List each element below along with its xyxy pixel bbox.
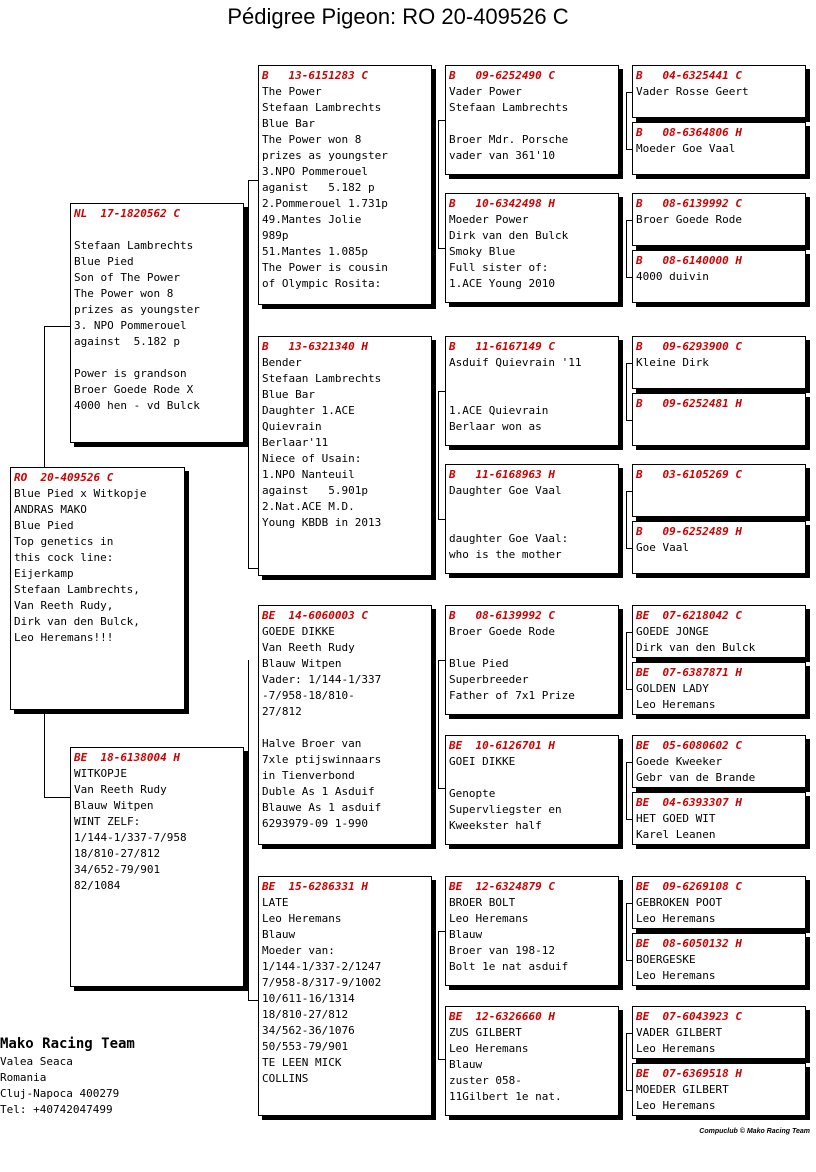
team-name: Mako Racing Team [0, 1036, 135, 1052]
pigeon-info-line: MOEDER GILBERT [636, 1083, 729, 1096]
pigeon-info-line: ANDRAS MAKO [14, 503, 87, 516]
gen5-card [632, 876, 806, 929]
gen5-card [632, 662, 806, 715]
pigeon-info-line: ZUS GILBERT [449, 1026, 522, 1039]
connector-line [438, 931, 445, 932]
pigeon-info-line: Broer Goede Rode [449, 625, 555, 638]
pigeon-info-line: Niece of Usain: [262, 452, 362, 465]
pigeon-info-line: Kweekster half [449, 819, 542, 832]
ring-number: BE 15-6286331 H [262, 880, 368, 893]
connector-line [626, 363, 632, 364]
connector-line [626, 819, 632, 820]
connector-line [626, 220, 627, 277]
gen5-card [632, 65, 806, 118]
pigeon-info-line: 7xle ptijswinnaars [262, 753, 382, 766]
pigeon-info-line: 1.NPO Nanteuil [262, 468, 355, 481]
connector-line [626, 420, 632, 421]
pigeon-info-line: Blauw [262, 928, 296, 941]
address-line: Tel: +40742047499 [0, 1103, 113, 1116]
pigeon-info-line: Van Reeth Rudy [74, 783, 167, 796]
ring-number: RO 20-409526 C [14, 471, 114, 484]
pigeon-info-line: Stefaan Lambrechts [74, 239, 194, 252]
pigeon-info-line: Asduif Quievrain '11 [449, 356, 582, 369]
connector-line [626, 903, 627, 960]
pigeon-info-line: Stefaan Lambrechts [449, 101, 569, 114]
ring-number: B 13-6151283 C [262, 69, 368, 82]
connector-line [438, 660, 445, 661]
pigeon-info-line: Genopte [449, 787, 496, 800]
connector-line [626, 491, 627, 548]
pigeon-info-line: Broer Mdr. Porsche [449, 133, 569, 146]
pigeon-info-line: Gebr van de Brande [636, 771, 756, 784]
dam-card [70, 747, 244, 987]
ring-number: BE 12-6324879 C [449, 880, 555, 893]
pigeon-info-line: Leo Heremans [262, 912, 342, 925]
pigeon-info-line: Eijerkamp [14, 567, 74, 580]
connector-line [626, 92, 627, 149]
pigeon-info-line: 1/144-1/337-2/1247 [262, 960, 382, 973]
gen4-card [445, 336, 619, 446]
connector-line [626, 277, 632, 278]
pigeon-info-line: Vader: 1/144-1/337 [262, 673, 382, 686]
gen3-card [258, 876, 432, 1116]
pigeon-info-line: Young KBDB in 2013 [262, 516, 382, 529]
ring-number: BE 08-6050132 H [636, 937, 742, 950]
pigeon-info-line: this cock line: [14, 551, 114, 564]
pigeon-info-line: Broer van 198-12 [449, 944, 555, 957]
connector-line [248, 568, 258, 569]
connector-line [626, 762, 627, 819]
pigeon-info-line: Blue Bar [262, 117, 315, 130]
pigeon-info-line: of Olympic Rosita: [262, 277, 382, 290]
pigeon-info-line: Duble As 1 Asduif [262, 785, 375, 798]
pigeon-info-line: Leo Heremans [636, 1042, 716, 1055]
pigeon-info-line [449, 770, 614, 786]
pigeon-info-line: Dirk van den Bulck [636, 641, 756, 654]
pigeon-info-line: Leo Heremans [636, 1099, 716, 1112]
ring-number: B 13-6321340 H [262, 340, 368, 353]
pigeon-info-line: Son of The Power [74, 271, 180, 284]
ring-number: B 08-6139992 C [449, 609, 555, 622]
pigeon-info-line: Stefaan Lambrechts, [14, 583, 140, 596]
connector-line [626, 92, 632, 93]
pigeon-info-line: 82/1084 [74, 879, 121, 892]
connector-line [248, 180, 249, 568]
pigeon-info-line [74, 350, 239, 366]
pigeon-info-line: Daughter 1.ACE [262, 404, 355, 417]
pigeon-info-line: 2.Nat.ACE M.D. [262, 500, 355, 513]
pigeon-info-line: 4000 hen - vd Bulck [74, 399, 200, 412]
pigeon-info-line: Kleine Dirk [636, 356, 709, 369]
connector-line [626, 1033, 632, 1034]
ring-number: BE 07-6369518 H [636, 1067, 742, 1080]
gen5-card [632, 464, 806, 517]
connector-line [626, 149, 632, 150]
connector-line [626, 363, 627, 420]
connector-line [438, 120, 445, 121]
pigeon-info-line: in Tienverbond [262, 769, 355, 782]
connector-line [626, 1033, 627, 1090]
pigeon-info-line: VADER GILBERT [636, 1026, 723, 1039]
pigeon-info-line: Leo Heremans [449, 1042, 529, 1055]
ring-number: B 10-6342498 H [449, 197, 555, 210]
connector-line [44, 710, 45, 798]
pigeon-info-line: Blue Bar [262, 388, 315, 401]
pigeon-info-line: The Power is cousin [262, 261, 388, 274]
pigeon-info-line: Halve Broer van [262, 737, 362, 750]
connector-line [438, 931, 439, 1059]
pigeon-info-line: Smoky Blue [449, 245, 516, 258]
pigeon-info-line: 51.Mantes 1.085p [262, 245, 368, 258]
pigeon-info-line: Berlaar won as [449, 420, 542, 433]
connector-line [626, 632, 627, 689]
pigeon-info-line: Moeder Power [449, 213, 529, 226]
ring-number: B 08-6364806 H [636, 126, 742, 139]
gen5-card [632, 1063, 806, 1116]
gen5-card [632, 521, 806, 574]
pigeon-info-line: 3.NPO Pommerouel [262, 165, 368, 178]
pigeon-info-line: Leo Heremans!!! [14, 631, 114, 644]
address-line: Romania [0, 1071, 47, 1084]
ring-number: B 08-6139992 C [636, 197, 742, 210]
pigeon-info-line: 2.Pommerouel 1.731p [262, 197, 388, 210]
pigeon-info-line: Van Reeth Rudy, [14, 599, 114, 612]
address-line: Valea Seaca [0, 1055, 73, 1068]
pigeon-info-line: aganist 5.182 p [262, 181, 375, 194]
ring-number: B 03-6105269 C [636, 468, 742, 481]
connector-line [248, 180, 258, 181]
ring-number: BE 14-6060003 C [262, 609, 368, 622]
connector-line [44, 326, 45, 468]
pigeon-info-line: -7/958-18/810- [262, 689, 355, 702]
ring-number: B 09-6252489 H [636, 525, 742, 538]
connector-line [438, 391, 439, 519]
ring-number: BE 05-6080602 C [636, 739, 742, 752]
pigeon-info-line: HET GOED WIT [636, 812, 716, 825]
pigeon-info-line: Moeder Goe Vaal [636, 142, 736, 155]
ring-number: B 04-6325441 C [636, 69, 742, 82]
pigeon-info-line: GOEDE JONGE [636, 625, 709, 638]
pigeon-info-line: GOEI DIKKE [449, 755, 516, 768]
pigeon-info-line: Dirk van den Bulck [449, 229, 569, 242]
gen5-card [632, 336, 806, 389]
connector-line [438, 120, 439, 248]
credit-text: Compuclub © Mako Racing Team [699, 1128, 810, 1135]
connector-line [626, 762, 632, 763]
pigeon-info-line: Blue Pied [449, 657, 509, 670]
pigeon-info-line: WINT ZELF: [74, 815, 141, 828]
pigeon-info-line: 11Gilbert 1e nat. [449, 1090, 562, 1103]
pigeon-info-line: Bolt 1e nat asduif [449, 960, 569, 973]
ring-number: B 09-6252490 C [449, 69, 555, 82]
pigeon-info-line: 18/810-27/812 [262, 1008, 349, 1021]
gen5-card [632, 792, 806, 845]
pigeon-info-line [636, 412, 801, 428]
connector-line [626, 960, 632, 961]
pigeon-info-line: Leo Heremans [636, 969, 716, 982]
gen5-card [632, 393, 806, 446]
gen4-card [445, 464, 619, 574]
connector-line [438, 248, 445, 249]
page-title: Pédigree Pigeon: RO 20-409526 C [227, 4, 569, 29]
pigeon-info-line [636, 483, 801, 499]
pigeon-info-line: zuster 058- [449, 1074, 522, 1087]
pigeon-info-line: Moeder van: [262, 944, 335, 957]
pigeon-info-line [449, 499, 614, 515]
ring-number: NL 17-1820562 C [74, 207, 180, 220]
ring-number: BE 18-6138004 H [74, 751, 180, 764]
pigeon-info-line: Blauw Witpen [74, 799, 154, 812]
gen4-card [445, 735, 619, 845]
ring-number: B 11-6167149 C [449, 340, 555, 353]
pigeon-info-line: The Power won 8 [74, 287, 174, 300]
connector-line [626, 632, 632, 633]
pigeon-info-line: Superbreeder [449, 673, 529, 686]
pigeon-info-line: Father of 7x1 Prize [449, 689, 575, 702]
gen4-card [445, 605, 619, 715]
pigeon-info-line: Blauw Witpen [262, 657, 342, 670]
connector-line [248, 660, 249, 1000]
pigeon-info-line: GEBROKEN POOT [636, 896, 723, 909]
connector-line [626, 903, 632, 904]
pigeon-info-line: Power is grandson [74, 367, 187, 380]
pigeon-info-line: 10/611-16/1314 [262, 992, 355, 1005]
pigeon-info-line: Broer Goede Rode X [74, 383, 194, 396]
pigeon-info-line: Van Reeth Rudy [262, 641, 355, 654]
ring-number: BE 10-6126701 H [449, 739, 555, 752]
pigeon-info-line: Karel Leanen [636, 828, 716, 841]
gen3-card [258, 65, 432, 305]
gen5-card [632, 735, 806, 788]
pigeon-info-line: Blue Pied x Witkopje [14, 487, 147, 500]
pigeon-info-line: 34/652-79/901 [74, 863, 161, 876]
pigeon-info-line: Top genetics in [14, 535, 114, 548]
pigeon-info-line: who is the mother [449, 548, 562, 561]
pigeon-info-line: Goede Kweeker [636, 755, 723, 768]
sire-card [70, 203, 244, 443]
gen5-card [632, 250, 806, 303]
pigeon-info-line: Full sister of: [449, 261, 549, 274]
gen4-card [445, 193, 619, 303]
pigeon-info-line: 49.Mantes Jolie [262, 213, 362, 226]
pigeon-info-line: GOLDEN LADY [636, 682, 709, 695]
connector-line [626, 1090, 632, 1091]
gen5-card [632, 122, 806, 175]
pigeon-info-line: Dirk van den Bulck, [14, 615, 140, 628]
pigeon-info-line: 3. NPO Pommerouel [74, 319, 187, 332]
pigeon-info-line: Daughter Goe Vaal [449, 484, 562, 497]
gen5-card [632, 605, 806, 658]
connector-line [248, 1000, 258, 1001]
connector-line [626, 548, 632, 549]
pigeon-info-line: Blauw [449, 1058, 483, 1071]
pigeon-info-line: 34/562-36/1076 [262, 1024, 355, 1037]
connector-line [626, 491, 632, 492]
connector-line [438, 1059, 445, 1060]
connector-line [44, 797, 70, 798]
address-line: Cluj-Napoca 400279 [0, 1087, 120, 1100]
pigeon-info-line: daughter Goe Vaal: [449, 532, 569, 545]
pigeon-info-line: Blauwe As 1 asduif [262, 801, 382, 814]
pigeon-info-line: BROER BOLT [449, 896, 516, 909]
connector-line [626, 220, 632, 221]
pigeon-info-line: Blue Pied [14, 519, 74, 532]
pigeon-info-line: Bender [262, 356, 302, 369]
pigeon-info-line [449, 387, 614, 403]
pigeon-info-line: Leo Heremans [449, 912, 529, 925]
pigeon-info-line: Blauw [449, 928, 483, 941]
pigeon-info-line: The Power [262, 85, 322, 98]
pigeon-info-line: 50/553-79/901 [262, 1040, 349, 1053]
gen3-card [258, 336, 432, 576]
ring-number: BE 09-6269108 C [636, 880, 742, 893]
pigeon-info-line: WITKOPJE [74, 767, 127, 780]
ring-number: B 09-6293900 C [636, 340, 742, 353]
gen3-card [258, 605, 432, 845]
pigeon-info-line: TE LEEN MICK [262, 1056, 342, 1069]
connector-line [438, 660, 439, 788]
pigeon-info-line: 27/812 [262, 705, 302, 718]
pigeon-info-line: Stefaan Lambrechts [262, 372, 382, 385]
gen4-card [445, 1006, 619, 1116]
pigeon-info-line: 989p [262, 229, 289, 242]
gen5-card [632, 1006, 806, 1059]
pigeon-info-line: Leo Heremans [636, 912, 716, 925]
pigeon-info-line: 6293979-09 1-990 [262, 817, 368, 830]
footer-address [0, 1034, 135, 1118]
gen4-card [445, 65, 619, 175]
ring-number: BE 04-6393307 H [636, 796, 742, 809]
pigeon-info-line: Stefaan Lambrechts [262, 101, 382, 114]
pigeon-info-line: Vader Rosse Geert [636, 85, 749, 98]
pigeon-info-line: 1.ACE Quievrain [449, 404, 549, 417]
connector-line [438, 788, 445, 789]
pigeon-info-line [449, 640, 614, 656]
pigeon-info-line: The Power won 8 [262, 133, 362, 146]
pigeon-info-line: 1/144-1/337-7/958 [74, 831, 187, 844]
pigeon-info-line: BOERGESKE [636, 953, 696, 966]
pigeon-info-line: against 5.901p [262, 484, 368, 497]
pigeon-info-line [449, 515, 614, 531]
pigeon-info-line: GOEDE DIKKE [262, 625, 335, 638]
ring-number: BE 07-6043923 C [636, 1010, 742, 1023]
gen5-card [632, 933, 806, 986]
pigeon-info-line: Goe Vaal [636, 541, 689, 554]
subject-card [10, 467, 185, 710]
pigeon-info-line: 4000 duivin [636, 270, 709, 283]
ring-number: BE 07-6387871 H [636, 666, 742, 679]
pigeon-info-line: Leo Heremans [636, 698, 716, 711]
pigeon-info-line: Berlaar'11 [262, 436, 329, 449]
pigeon-info-line [74, 222, 239, 238]
pigeon-info-line: Blue Pied [74, 255, 134, 268]
pigeon-info-line: COLLINS [262, 1072, 309, 1085]
ring-number: B 11-6168963 H [449, 468, 555, 481]
pigeon-info-line: Supervliegster en [449, 803, 562, 816]
gen4-card [445, 876, 619, 986]
pigeon-info-line [449, 371, 614, 387]
ring-number: BE 07-6218042 C [636, 609, 742, 622]
pigeon-info-line: 18/810-27/812 [74, 847, 161, 860]
pigeon-info-line: vader van 361'10 [449, 149, 555, 162]
pigeon-info-line: 1.ACE Young 2010 [449, 277, 555, 290]
connector-line [44, 326, 70, 327]
pigeon-info-line: Quievrain [262, 420, 322, 433]
ring-number: BE 12-6326660 H [449, 1010, 555, 1023]
connector-line [438, 391, 445, 392]
pigeon-info-line: against 5.182 p [74, 335, 180, 348]
gen5-card [632, 193, 806, 246]
pigeon-info-line [262, 720, 427, 736]
ring-number: B 09-6252481 H [636, 397, 742, 410]
pigeon-info-line: Broer Goede Rode [636, 213, 742, 226]
pigeon-info-line: Vader Power [449, 85, 522, 98]
pigeon-info-line: 7/958-8/317-9/1002 [262, 976, 382, 989]
connector-line [626, 689, 632, 690]
pigeon-info-line [449, 116, 614, 132]
pigeon-info-line: prizes as youngster [262, 149, 388, 162]
connector-line [438, 519, 445, 520]
pigeon-info-line: prizes as youngster [74, 303, 200, 316]
ring-number: B 08-6140000 H [636, 254, 742, 267]
pigeon-info-line: LATE [262, 896, 289, 909]
